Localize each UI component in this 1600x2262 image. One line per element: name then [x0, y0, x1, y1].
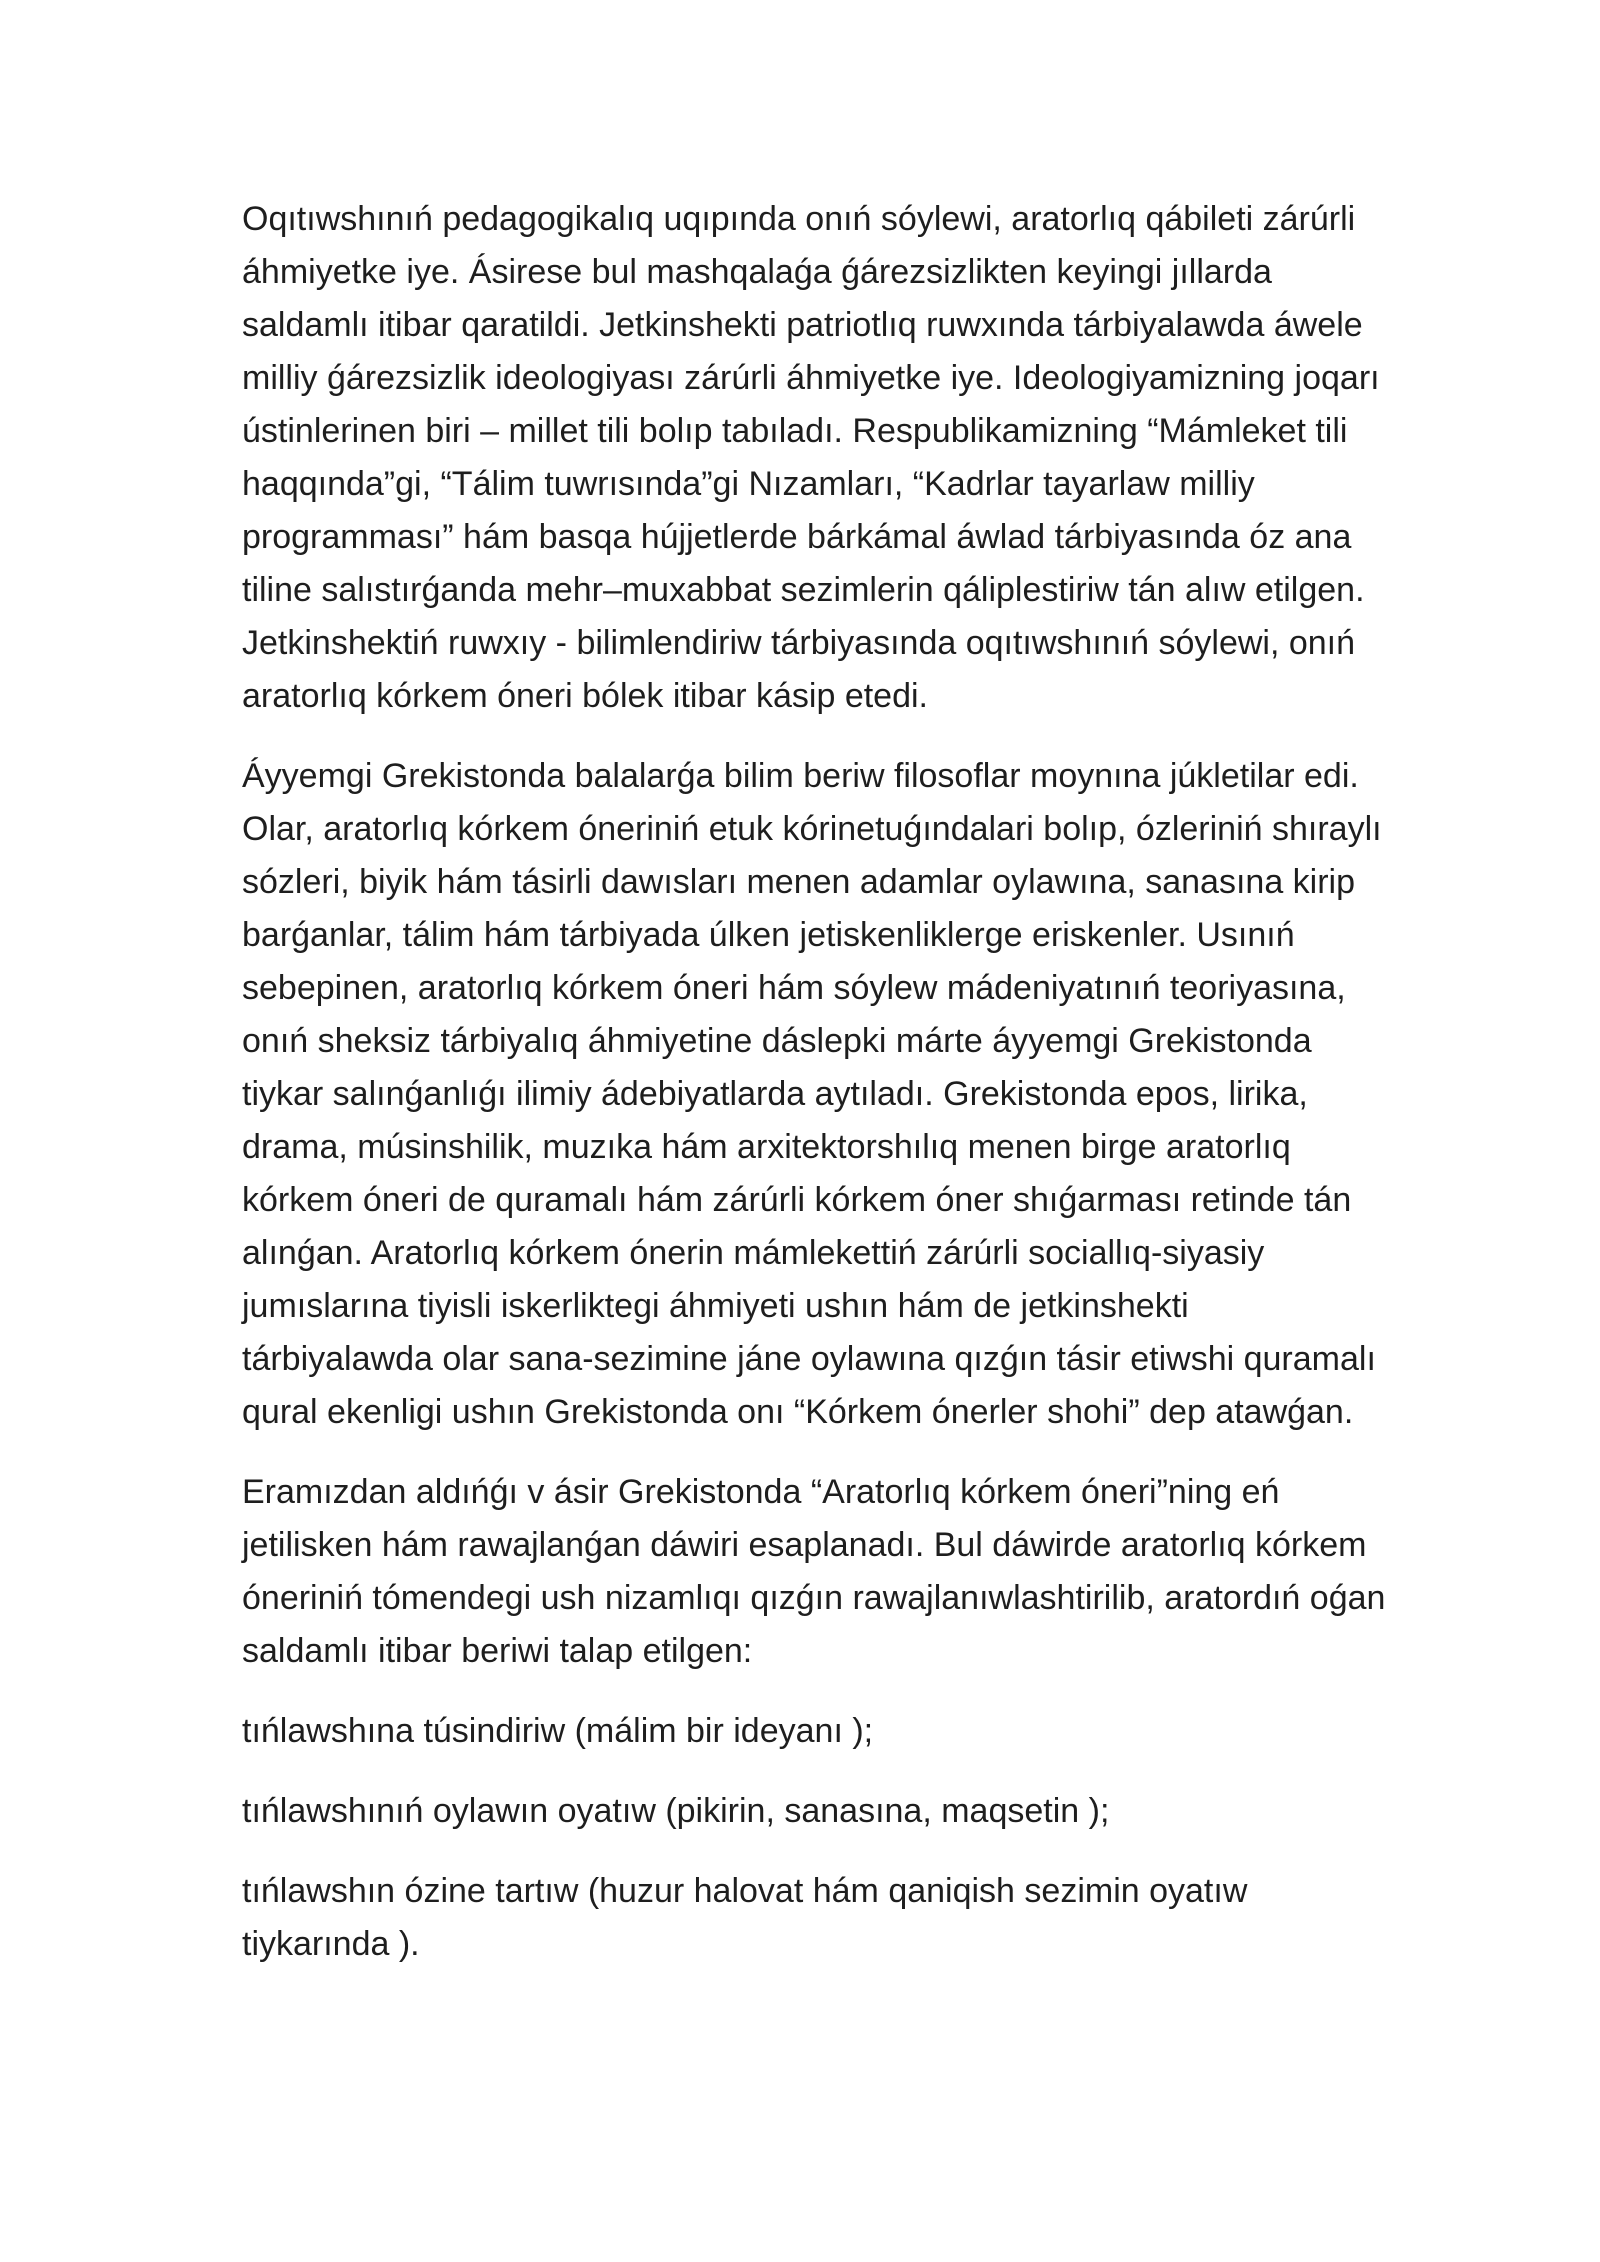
list-item-3: tıńlawshın ózine tartıw (huzur halovat hám qaniqish sezimin oyatıw tiykarında ). — [242, 1872, 1248, 1963]
paragraph-2: Áyyemgi Grekistonda balalarǵa bilim beriw filosoflar moynına júkletilar edi. Olar, aratorlıq kórkem óneriniń etuk kórinetuǵındalari bolıp, ózleriniń shıraylı sózleri, biyik hám tásirli dawısları menen adamlar oylawına, sanasına kirip barǵanlar, tálim hám tárbiyada úlken jetiskenliklerge eriskenler. Usınıń sebepinen, aratorlıq kórkem óneri hám sóylew mádeniyatınıń teoriyasına, onıń sheksiz tárbiyalıq áhmiyetine dáslepki márte áyyemgi Grekistonda tiykar salınǵanlıǵı ilimiy ádebiyatlarda aytıladı. Grekistonda epos, lirika, drama, músinshilik, muzıka hám arxitektorshılıq menen birge aratorlıq kórkem óneri de quramalı hám zárúrli kórkem óner shıǵarması retinde tán alınǵan. Aratorlıq kórkem ónerin mámlekettiń zárúrli sociallıq-siyasiy jumıslarına tiyisli iskerliktegi áhmiyeti ushın hám de jetkinshekti tárbiyalawda olar sana-sezimine jáne oylawına qızǵın tásir etiwshi quramalı qural ekenligi ushın Grekistonda onı “Kórkem ónerler shohi” dep atawǵan. — [242, 757, 1382, 1431]
list-item-1: tıńlawshına túsindiriw (málim bir ideyanı ); — [242, 1712, 874, 1750]
document-page — [242, 193, 1387, 1998]
list-item-2: tıńlawshınıń oylawın oyatıw (pikirin, sanasına, maqsetin ); — [242, 1792, 1110, 1830]
paragraph-1: Oqıtıwshınıń pedagogikalıq uqıpında onıń sóylewi, aratorlıq qábileti zárúrli áhmiyetke iye. Ásirese bul mashqalaǵa ǵárezsizlikten keyingi jıllarda saldamlı itibar qaratildi. Jetkinshekti patriotlıq ruwxında tárbiyalawda áwele milliy ǵárezsizlik ideologiyası zárúrli áhmiyetke iye. Ideologiyamizning joqarı ústinlerinen biri – millet tili bolıp tabıladı. Respublikamizning “Mámleket tili haqqında”gi, “Tálim tuwrısında”gi Nızamları, “Kadrlar tayarlaw milliy programması” hám basqa hújjetlerde bárkámal áwlad tárbiyasında óz ana tiline salıstırǵanda mehr–muxabbat sezimlerin qáliplestiriw tán alıw etilgen. Jetkinshektiń ruwxıy - bilimlendiriw tárbiyasında oqıtıwshınıń sóylewi, onıń aratorlıq kórkem óneri bólek itibar kásip etedi. — [242, 200, 1380, 715]
paragraph-3: Eramızdan aldıńǵı v ásir Grekistonda “Aratorlıq kórkem óneri”ning eń jetilisken hám rawajlanǵan dáwiri esaplanadı. Bul dáwirde aratorlıq kórkem óneriniń tómendegi ush nizamlıqı qızǵın rawajlanıwlashtirilib, aratordıń oǵan saldamlı itibar beriwi talap etilgen: — [242, 1473, 1386, 1670]
